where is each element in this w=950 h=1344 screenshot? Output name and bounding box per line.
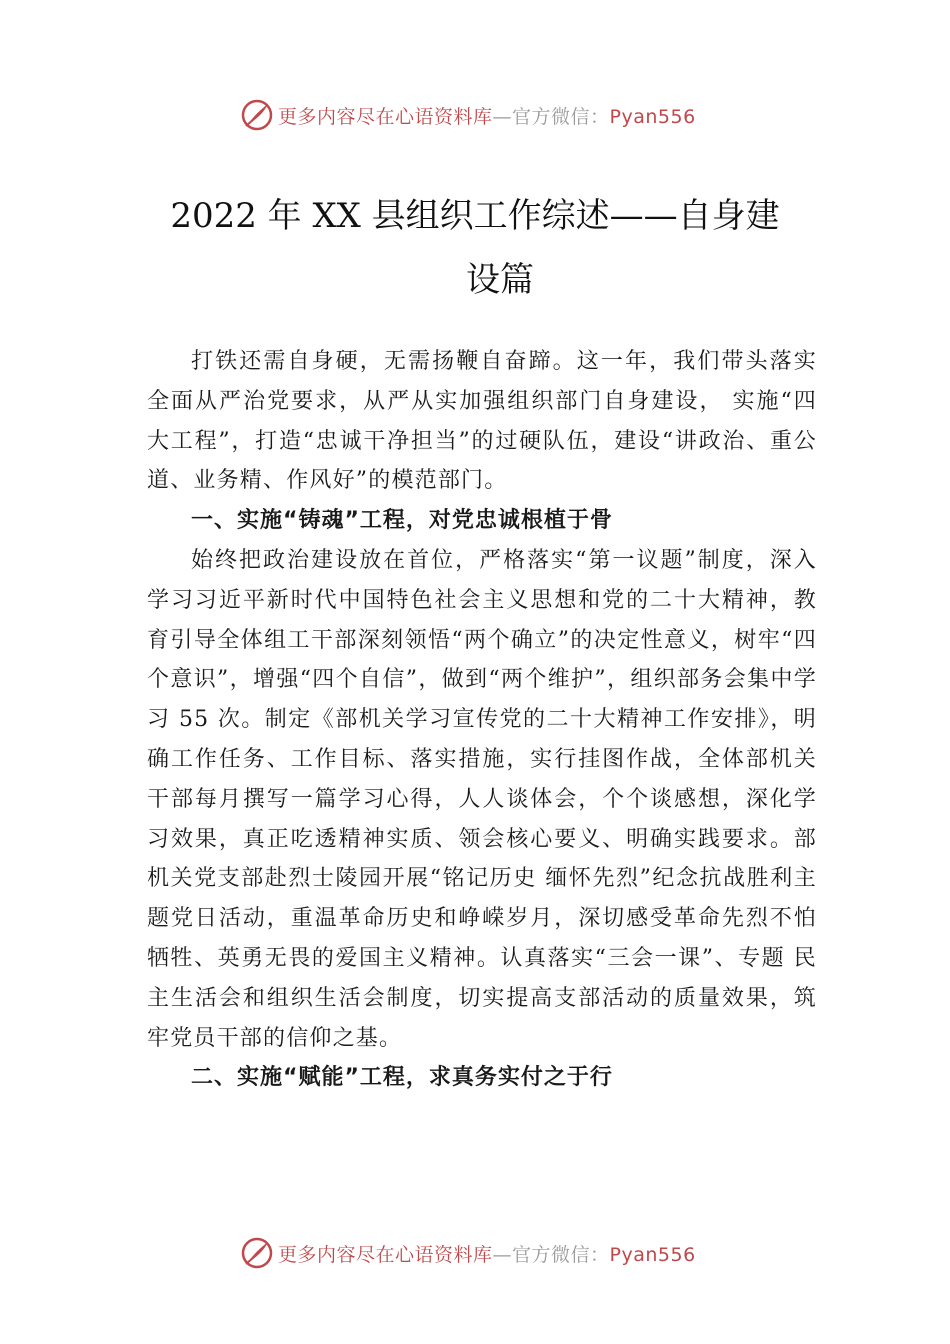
document-title-line-2: 设篇 bbox=[466, 260, 534, 300]
watermark-wechat-label: 官方微信： bbox=[512, 105, 610, 128]
watermark-text bbox=[278, 1240, 696, 1267]
watermark-brand: 更多内容尽在心语资料库 bbox=[278, 1243, 493, 1266]
feather-seal-logo-icon bbox=[240, 1236, 274, 1270]
watermark-separator: — bbox=[492, 1243, 513, 1266]
watermark-banner-bottom bbox=[240, 1233, 760, 1273]
document-body bbox=[147, 342, 817, 1098]
watermark-wechat-id: Pyan556 bbox=[609, 1243, 696, 1266]
watermark-wechat-id: Pyan556 bbox=[609, 105, 696, 128]
section-2-heading: 二、实施“赋能”工程，求真务实付之于行 bbox=[191, 1065, 613, 1091]
document-title-line-1: 2022 年 XX 县组织工作综述——自身建 bbox=[170, 196, 780, 236]
section-1-heading: 一、实施“铸魂”工程，对党忠诚根植于骨 bbox=[191, 508, 613, 534]
watermark-wechat-label: 官方微信： bbox=[512, 1243, 610, 1266]
intro-paragraph: 打铁还需自身硬，无需扬鞭自奋蹄。这一年，我们带头落实全面从严治党要求，从严从实加强组织部门自身建设， 实施“四大工程”，打造“忠诚干净担当”的过硬队伍，建设“讲政治、重公道、业务精、作风好”的模范部门。 bbox=[147, 349, 817, 494]
watermark-separator: — bbox=[492, 105, 513, 128]
feather-seal-logo-icon bbox=[240, 98, 274, 132]
watermark-brand: 更多内容尽在心语资料库 bbox=[278, 105, 493, 128]
section-1-paragraph: 始终把政治建设放在首位，严格落实“第一议题”制度，深入学习习近平新时代中国特色社会主义思想和党的二十大精神，教育引导全体组工干部深刻领悟“两个确立”的决定性意义，树牢“四个意识”，增强“四个自信”，做到“两个维护”，组织部务会集中学习 55 次。制定《部机关学习宣传党的二十大精神工作安排》，明确工作任务、工作目标、落实措施，实行挂图作战，全体部机关干部每月撰写一篇学习心得，人人谈体会，个个谈感想，深化学习效果，真正吃透精神实质、领会核心要义、明确实践要求。部机关党支部赴烈士陵园开展“铭记历史 缅怀先烈”纪念抗战胜利主题党日活动，重温革命历史和峥嵘岁月，深切感受革命先烈不怕牺牲、英勇无畏的爱国主义精神。认真落实“三会一课”、专题 民主生活会和组织生活会制度，切实提高支部活动的质量效果，筑牢党员干部的信仰之基。 bbox=[147, 547, 817, 1051]
watermark-text bbox=[278, 102, 696, 129]
watermark-banner-top bbox=[240, 95, 760, 135]
